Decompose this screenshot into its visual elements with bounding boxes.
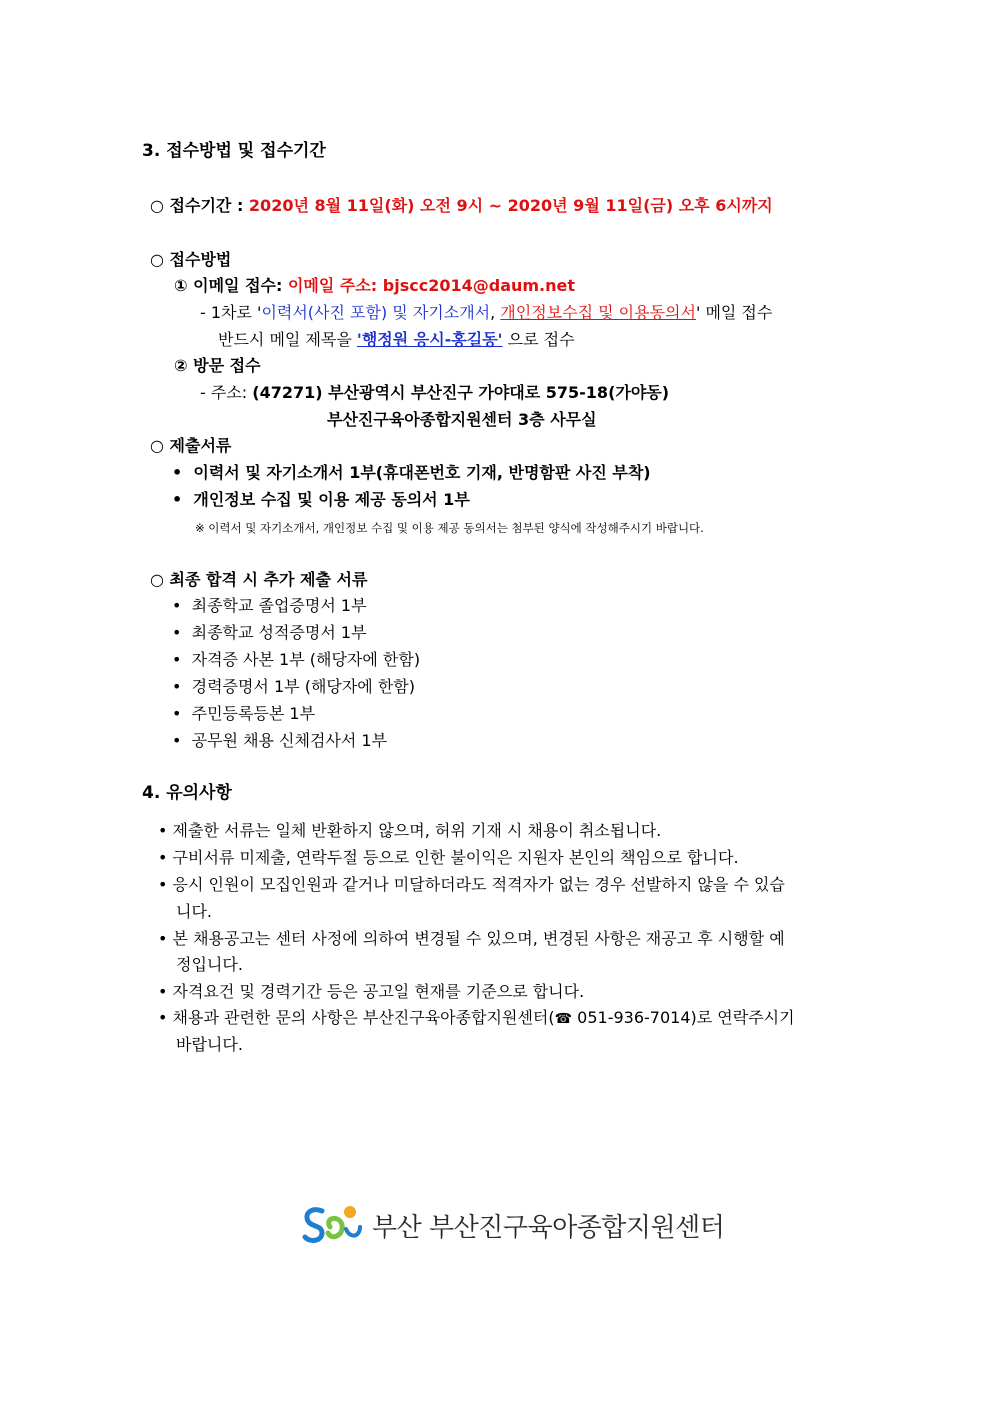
notice-item <box>158 820 661 842</box>
instruction-prefix: - 1차로 ' <box>200 303 262 322</box>
bullet-dot: • <box>172 677 182 696</box>
bullet-dot: • <box>172 731 182 750</box>
notice-item <box>158 847 739 869</box>
number-marker-1: ① <box>174 276 188 295</box>
email-address-link[interactable]: bjscc2014@daum.net <box>382 276 576 295</box>
section-3-heading: 3. 접수방법 및 접수기간 <box>142 141 326 161</box>
reception-method-label <box>150 249 231 271</box>
bullet-dot: • <box>158 821 168 840</box>
circle-bullet: ○ <box>150 436 164 455</box>
bullet-dot: • <box>158 848 168 867</box>
submission-note: ※ 이력서 및 자기소개서, 개인정보 수집 및 이용 제공 동의서는 첨부된 양식에 작성해주시기 바랍니다. <box>195 521 704 535</box>
reception-period-label: 접수기간 : <box>169 196 244 215</box>
bullet-dot: • <box>172 490 183 509</box>
final-docs-label <box>150 569 367 591</box>
comma-text: , <box>490 303 496 322</box>
subject-instruction-suffix: 으로 접수 <box>507 330 575 349</box>
email-instruction-line-1 <box>200 302 772 324</box>
notice-item <box>158 928 785 950</box>
final-doc-text: 자격증 사본 1부 (해당자에 한함) <box>191 650 421 669</box>
section-4-heading: 4. 유의사항 <box>142 783 232 803</box>
final-doc-item <box>172 676 415 698</box>
email-subject-example: '행정원 응시-홍길동' <box>356 330 503 349</box>
visit-address-line-1 <box>200 382 669 404</box>
submission-docs-label <box>150 435 231 457</box>
notice-item <box>158 874 785 896</box>
email-reception-label: 이메일 접수: <box>193 276 283 295</box>
reception-method-text: 접수방법 <box>169 250 232 269</box>
email-instruction-line-2 <box>218 329 575 351</box>
final-doc-text: 주민등록등본 1부 <box>191 704 316 723</box>
final-doc-item <box>172 730 387 752</box>
notice-text: 제출한 서류는 일체 반환하지 않으며, 허위 기재 시 채용이 취소됩니다. <box>172 821 662 840</box>
contact-prefix: 채용과 관련한 문의 사항은 부산진구육아종합지원센터( <box>172 1008 555 1027</box>
resume-docs-text: 이력서(사진 포함) 및 자기소개서 <box>261 303 491 322</box>
footer-logo <box>302 1203 724 1247</box>
reception-period-line <box>150 195 773 217</box>
circle-bullet: ○ <box>150 196 164 215</box>
circle-bullet: ○ <box>150 570 164 589</box>
reception-period-value: 2020년 8월 11일(화) 오전 9시 ~ 2020년 9월 11일(금) 오후 6시까지 <box>248 196 773 215</box>
submission-doc-text: 이력서 및 자기소개서 1부(휴대폰번호 기재, 반명함판 사진 부착) <box>193 463 651 482</box>
busanjin-childcare-logo-icon <box>302 1203 364 1247</box>
final-doc-text: 공무원 채용 신체검사서 1부 <box>191 731 388 750</box>
email-reception-line <box>174 275 575 297</box>
privacy-consent-link[interactable]: 개인정보수집 및 이용동의서 <box>500 303 696 322</box>
notice-continuation: 니다. <box>176 902 212 921</box>
notice-continuation: 정입니다. <box>176 955 243 974</box>
visit-reception-line <box>174 355 261 377</box>
bullet-dot: • <box>172 704 182 723</box>
submission-doc-item <box>172 462 651 484</box>
subject-instruction-prefix: 반드시 메일 제목을 <box>218 330 352 349</box>
instruction-suffix: ' 메일 접수 <box>695 303 773 322</box>
notice-item-contact <box>158 1007 795 1030</box>
bullet-dot: • <box>172 623 182 642</box>
visit-reception-label: 방문 접수 <box>193 356 261 375</box>
notice-continuation: 바랍니다. <box>176 1035 243 1054</box>
final-doc-text: 경력증명서 1부 (해당자에 한함) <box>191 677 416 696</box>
final-doc-item <box>172 622 367 644</box>
notice-text: 자격요건 및 경력기간 등은 공고일 현재를 기준으로 합니다. <box>172 982 585 1001</box>
final-doc-item <box>172 703 315 725</box>
final-docs-text: 최종 합격 시 추가 제출 서류 <box>169 570 368 589</box>
address-label: - 주소: <box>200 383 248 402</box>
number-marker-2: ② <box>174 356 188 375</box>
phone-number: 051-936-7014 <box>577 1008 691 1027</box>
bullet-dot: • <box>172 596 182 615</box>
contact-suffix: )로 연락주시기 <box>690 1008 795 1027</box>
notice-text: 본 채용공고는 센터 사정에 의하여 변경될 수 있으며, 변경된 사항은 재공고 후 시행할 예 <box>172 929 785 948</box>
notice-text: 응시 인원이 모집인원과 같거나 미달하더라도 적격자가 없는 경우 선발하지 않을 수 있습 <box>172 875 785 894</box>
address-text: (47271) 부산광역시 부산진구 가야대로 575-18(가야동) <box>252 383 670 402</box>
phone-icon: ☎ <box>554 1011 573 1027</box>
notice-text: 구비서류 미제출, 연락두절 등으로 인한 불이익은 지원자 본인의 책임으로 합니다. <box>172 848 739 867</box>
visit-address-line-2: 부산진구육아종합지원센터 3층 사무실 <box>327 410 597 429</box>
bullet-dot: • <box>172 463 183 482</box>
notice-item <box>158 981 584 1003</box>
footer-center-name: 부산 부산진구육아종합지원센터 <box>372 1212 725 1243</box>
circle-bullet: ○ <box>150 250 164 269</box>
final-doc-text: 최종학교 성적증명서 1부 <box>191 623 367 642</box>
bullet-dot: • <box>158 982 168 1001</box>
final-doc-item <box>172 649 420 671</box>
final-doc-text: 최종학교 졸업증명서 1부 <box>191 596 367 615</box>
submission-doc-text: 개인정보 수집 및 이용 제공 동의서 1부 <box>193 490 470 509</box>
submission-docs-text: 제출서류 <box>169 436 232 455</box>
final-doc-item <box>172 595 367 617</box>
bullet-dot: • <box>158 1008 168 1027</box>
email-address-label: 이메일 주소: <box>287 276 378 295</box>
submission-doc-item <box>172 489 470 511</box>
bullet-dot: • <box>158 875 168 894</box>
bullet-dot: • <box>158 929 168 948</box>
bullet-dot: • <box>172 650 182 669</box>
